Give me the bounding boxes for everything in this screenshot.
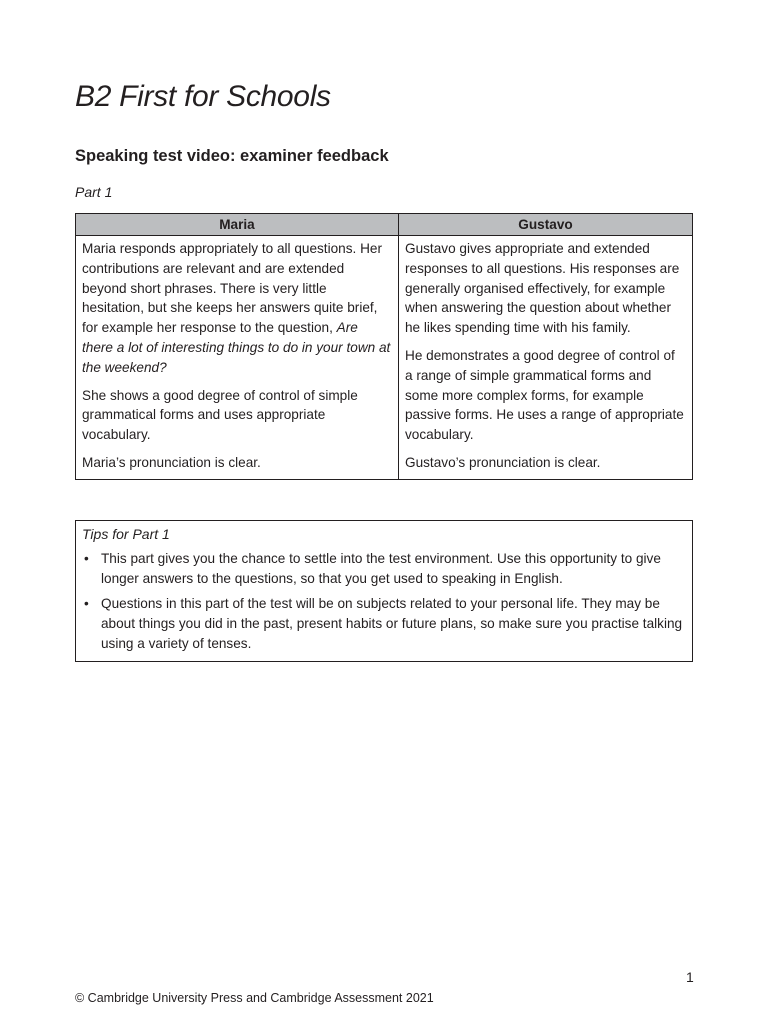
tips-box: [75, 520, 693, 662]
maria-feedback-paragraph-1: [82, 239, 392, 378]
document-title: B2 First for Schools: [75, 80, 331, 113]
bullet-icon: •: [84, 551, 89, 567]
tips-title: Tips for Part 1: [82, 526, 170, 542]
table-header-row: [76, 214, 693, 236]
column-header-maria: Maria: [76, 214, 399, 236]
part-label: Part 1: [75, 184, 113, 200]
section-heading: Speaking test video: examiner feedback: [75, 147, 389, 165]
list-item: [82, 594, 686, 655]
gustavo-feedback-paragraph-2: He demonstrates a good degree of control of a range of simple grammatical forms and some more complex forms, for example passive forms. He uses a range of appropriate vocabulary.: [405, 347, 684, 443]
maria-feedback-paragraph-3: Maria’s pronunciation is clear.: [82, 454, 261, 470]
gustavo-feedback-cell: [399, 236, 693, 480]
maria-feedback-paragraph-2: She shows a good degree of control of simple grammatical forms and uses appropriate vocabulary.: [82, 387, 358, 443]
column-header-gustavo: Gustavo: [399, 214, 693, 236]
copyright-notice: © Cambridge University Press and Cambridge Assessment 2021: [75, 991, 434, 1005]
gustavo-feedback-paragraph-3: Gustavo’s pronunciation is clear.: [405, 454, 601, 470]
tip-text: This part gives you the chance to settle into the test environment. Use this opportunity to give longer answers to the questions, so that you get used to speaking in English.: [101, 551, 661, 587]
list-item: [82, 549, 686, 589]
feedback-table: [75, 213, 693, 480]
maria-feedback-text: Maria responds appropriately to all questions. Her contributions are relevant and are extended beyond short phrases. There is very little hesitation, but she keeps her answers quite brief, for example her response to the question,: [82, 241, 382, 336]
maria-feedback-question: Are there a lot of interesting things to do in your town at the weekend?: [82, 320, 391, 375]
maria-feedback-cell: [76, 236, 399, 480]
gustavo-feedback-paragraph-1: Gustavo gives appropriate and extended responses to all questions. His responses are generally organised effectively, for example when answering the question about whether he likes spending time with his family.: [405, 241, 680, 336]
page-number: 1: [686, 969, 694, 985]
tip-text: Questions in this part of the test will be on subjects related to your personal life. They may be about things you did in the past, present habits or future plans, so make sure you practise talking using a variety of tenses.: [101, 595, 683, 652]
tips-list: [82, 549, 686, 654]
bullet-icon: •: [84, 595, 89, 611]
table-row: [76, 236, 693, 480]
